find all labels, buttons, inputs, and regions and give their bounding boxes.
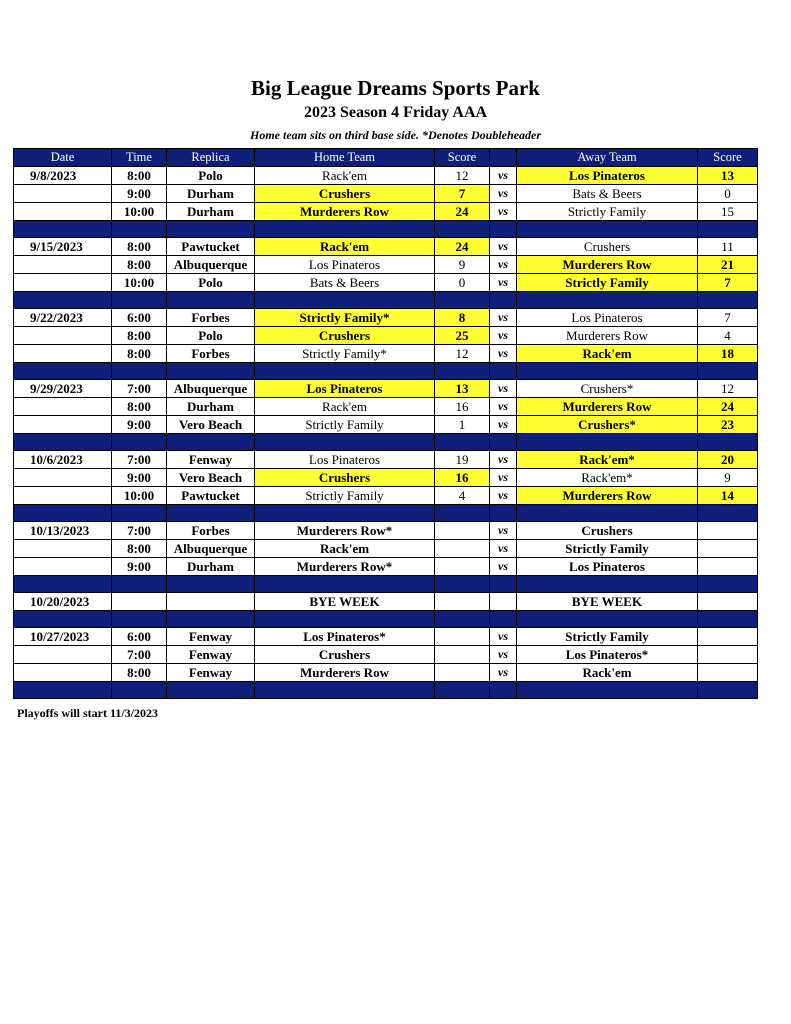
separator-cell	[698, 292, 758, 309]
game-row	[14, 345, 758, 363]
separator-cell	[14, 505, 112, 522]
away-score-cell: 12	[698, 380, 758, 398]
separator-cell	[167, 363, 255, 380]
col-away-team-header: Away Team	[517, 149, 698, 167]
replica-cell: Vero Beach	[167, 416, 255, 434]
time-cell: 9:00	[112, 416, 167, 434]
away-team-cell: Rack'em	[517, 345, 698, 363]
home-team-cell: Strictly Family	[255, 487, 435, 505]
home-team-cell: Murderers Row*	[255, 558, 435, 576]
replica-cell: Polo	[167, 327, 255, 345]
separator-cell	[698, 363, 758, 380]
separator-cell	[490, 221, 517, 238]
separator-cell	[14, 576, 112, 593]
date-cell	[14, 327, 112, 345]
separator-cell	[255, 682, 435, 699]
schedule-table	[13, 148, 758, 699]
separator-cell	[490, 292, 517, 309]
vs-cell: vs	[490, 398, 517, 416]
home-team-cell: Strictly Family*	[255, 345, 435, 363]
home-team-cell: Rack'em	[255, 167, 435, 185]
replica-cell: Pawtucket	[167, 238, 255, 256]
separator-cell	[112, 363, 167, 380]
time-cell: 7:00	[112, 380, 167, 398]
date-cell	[14, 540, 112, 558]
separator-cell	[14, 292, 112, 309]
page-subtitle: 2023 Season 4 Friday AAA	[303, 104, 488, 121]
playoffs-note: Playoffs will start 11/3/2023	[17, 706, 158, 720]
separator-cell	[698, 611, 758, 628]
time-cell: 8:00	[112, 345, 167, 363]
separator-cell	[14, 221, 112, 238]
date-cell	[14, 487, 112, 505]
separator-cell	[255, 363, 435, 380]
separator-cell	[517, 682, 698, 699]
home-team-cell: Murderers Row*	[255, 522, 435, 540]
time-cell: 7:00	[112, 451, 167, 469]
date-cell	[14, 274, 112, 292]
away-team-cell: Strictly Family	[517, 203, 698, 221]
home-team-cell: Rack'em	[255, 238, 435, 256]
separator-cell	[517, 221, 698, 238]
home-team-cell: Crushers	[255, 646, 435, 664]
separator-cell	[255, 221, 435, 238]
separator-cell	[517, 434, 698, 451]
separator-cell	[435, 292, 490, 309]
col-date-header: Date	[14, 149, 112, 167]
vs-cell: vs	[490, 522, 517, 540]
col-home-score-header: Score	[435, 149, 490, 167]
date-cell	[14, 203, 112, 221]
away-score-cell	[698, 522, 758, 540]
separator-cell	[698, 434, 758, 451]
week-separator	[14, 363, 758, 380]
separator-cell	[112, 221, 167, 238]
away-team-cell: Crushers*	[517, 416, 698, 434]
home-team-cell: Rack'em	[255, 398, 435, 416]
time-cell: 7:00	[112, 646, 167, 664]
vs-cell: vs	[490, 238, 517, 256]
home-team-cell: Los Pinateros	[255, 256, 435, 274]
date-cell: 9/15/2023	[14, 238, 112, 256]
week-separator	[14, 292, 758, 309]
vs-cell: vs	[490, 185, 517, 203]
vs-cell: vs	[490, 558, 517, 576]
separator-cell	[490, 505, 517, 522]
away-team-cell: Strictly Family	[517, 274, 698, 292]
away-team-cell: Murderers Row	[517, 398, 698, 416]
separator-cell	[435, 611, 490, 628]
separator-cell	[435, 505, 490, 522]
away-team-cell: Crushers*	[517, 380, 698, 398]
vs-cell: vs	[490, 309, 517, 327]
game-row	[14, 469, 758, 487]
home-score-cell: 16	[435, 398, 490, 416]
away-score-cell	[698, 558, 758, 576]
game-row	[14, 628, 758, 646]
replica-cell: Durham	[167, 185, 255, 203]
time-cell: 8:00	[112, 256, 167, 274]
game-row	[14, 203, 758, 221]
vs-cell: vs	[490, 345, 517, 363]
game-row	[14, 238, 758, 256]
replica-cell: Vero Beach	[167, 469, 255, 487]
week-separator	[14, 505, 758, 522]
replica-cell: Albuquerque	[167, 256, 255, 274]
replica-cell: Fenway	[167, 628, 255, 646]
away-team-cell: Rack'em*	[517, 469, 698, 487]
away-score-cell: 18	[698, 345, 758, 363]
separator-cell	[14, 682, 112, 699]
away-score-cell	[698, 646, 758, 664]
date-cell	[14, 256, 112, 274]
time-cell: 9:00	[112, 558, 167, 576]
home-score-cell	[435, 593, 490, 611]
date-cell	[14, 558, 112, 576]
separator-cell	[698, 221, 758, 238]
separator-cell	[112, 292, 167, 309]
home-score-cell: 12	[435, 167, 490, 185]
home-team-cell: Los Pinateros	[255, 380, 435, 398]
game-row	[14, 167, 758, 185]
time-cell: 8:00	[112, 664, 167, 682]
vs-cell: vs	[490, 167, 517, 185]
separator-cell	[490, 682, 517, 699]
replica-cell: Durham	[167, 558, 255, 576]
home-team-cell: Strictly Family	[255, 416, 435, 434]
away-team-cell: Los Pinateros	[517, 309, 698, 327]
separator-cell	[517, 611, 698, 628]
home-team-cell: Bats & Beers	[255, 274, 435, 292]
week-separator	[14, 434, 758, 451]
time-cell: 8:00	[112, 327, 167, 345]
away-score-cell: 9	[698, 469, 758, 487]
date-cell: 10/13/2023	[14, 522, 112, 540]
separator-cell	[167, 292, 255, 309]
game-row	[14, 540, 758, 558]
replica-cell: Polo	[167, 274, 255, 292]
home-score-cell: 24	[435, 203, 490, 221]
separator-cell	[167, 505, 255, 522]
separator-cell	[435, 576, 490, 593]
separator-cell	[14, 363, 112, 380]
date-cell	[14, 345, 112, 363]
away-score-cell: 7	[698, 309, 758, 327]
separator-cell	[490, 576, 517, 593]
vs-cell: vs	[490, 203, 517, 221]
time-cell	[112, 593, 167, 611]
separator-cell	[112, 434, 167, 451]
away-team-cell: Murderers Row	[517, 327, 698, 345]
game-row	[14, 664, 758, 682]
replica-cell: Albuquerque	[167, 540, 255, 558]
vs-cell: vs	[490, 628, 517, 646]
replica-cell	[167, 593, 255, 611]
away-score-cell: 11	[698, 238, 758, 256]
separator-cell	[112, 576, 167, 593]
away-team-cell: Strictly Family	[517, 628, 698, 646]
separator-cell	[255, 611, 435, 628]
replica-cell: Polo	[167, 167, 255, 185]
home-score-cell: 0	[435, 274, 490, 292]
home-team-cell: BYE WEEK	[255, 593, 435, 611]
away-team-cell: Los Pinateros	[517, 167, 698, 185]
game-row	[14, 451, 758, 469]
replica-cell: Forbes	[167, 309, 255, 327]
schedule-note: Home team sits on third base side. *Denotes Doubleheader	[250, 128, 541, 142]
replica-cell: Durham	[167, 203, 255, 221]
home-score-cell	[435, 628, 490, 646]
game-row	[14, 646, 758, 664]
week-separator	[14, 576, 758, 593]
replica-cell: Forbes	[167, 345, 255, 363]
separator-cell	[698, 576, 758, 593]
game-row	[14, 256, 758, 274]
replica-cell: Fenway	[167, 646, 255, 664]
home-score-cell	[435, 540, 490, 558]
replica-cell: Albuquerque	[167, 380, 255, 398]
away-score-cell: 24	[698, 398, 758, 416]
vs-cell: vs	[490, 416, 517, 434]
replica-cell: Durham	[167, 398, 255, 416]
away-team-cell: Rack'em*	[517, 451, 698, 469]
game-row	[14, 522, 758, 540]
separator-cell	[14, 434, 112, 451]
week-separator	[14, 611, 758, 628]
date-cell	[14, 398, 112, 416]
away-score-cell	[698, 628, 758, 646]
time-cell: 8:00	[112, 238, 167, 256]
time-cell: 10:00	[112, 274, 167, 292]
date-cell	[14, 646, 112, 664]
date-cell: 9/29/2023	[14, 380, 112, 398]
home-team-cell: Murderers Row	[255, 664, 435, 682]
time-cell: 7:00	[112, 522, 167, 540]
time-cell: 10:00	[112, 487, 167, 505]
separator-cell	[255, 292, 435, 309]
away-team-cell: Crushers	[517, 522, 698, 540]
time-cell: 10:00	[112, 203, 167, 221]
week-separator	[14, 221, 758, 238]
vs-cell: vs	[490, 487, 517, 505]
separator-cell	[167, 611, 255, 628]
separator-cell	[112, 505, 167, 522]
home-score-cell: 4	[435, 487, 490, 505]
separator-cell	[490, 363, 517, 380]
schedule-body	[14, 167, 758, 699]
home-score-cell: 7	[435, 185, 490, 203]
separator-cell	[435, 682, 490, 699]
date-cell: 9/8/2023	[14, 167, 112, 185]
game-row	[14, 309, 758, 327]
away-score-cell: 23	[698, 416, 758, 434]
vs-cell: vs	[490, 469, 517, 487]
vs-cell	[490, 593, 517, 611]
game-row	[14, 274, 758, 292]
col-time-header: Time	[112, 149, 167, 167]
time-cell: 8:00	[112, 540, 167, 558]
away-team-cell: Murderers Row	[517, 256, 698, 274]
away-score-cell: 20	[698, 451, 758, 469]
home-score-cell: 16	[435, 469, 490, 487]
replica-cell: Fenway	[167, 664, 255, 682]
away-score-cell: 14	[698, 487, 758, 505]
home-score-cell: 13	[435, 380, 490, 398]
away-score-cell: 13	[698, 167, 758, 185]
date-cell: 10/20/2023	[14, 593, 112, 611]
replica-cell: Pawtucket	[167, 487, 255, 505]
game-row	[14, 416, 758, 434]
separator-cell	[698, 682, 758, 699]
col-replica-header: Replica	[167, 149, 255, 167]
separator-cell	[490, 434, 517, 451]
page-title: Big League Dreams Sports Park	[251, 76, 540, 100]
date-cell: 10/6/2023	[14, 451, 112, 469]
home-score-cell: 8	[435, 309, 490, 327]
away-team-cell: Bats & Beers	[517, 185, 698, 203]
time-cell: 9:00	[112, 469, 167, 487]
replica-cell: Fenway	[167, 451, 255, 469]
time-cell: 8:00	[112, 398, 167, 416]
time-cell: 6:00	[112, 309, 167, 327]
separator-cell	[435, 363, 490, 380]
date-cell	[14, 185, 112, 203]
away-score-cell: 4	[698, 327, 758, 345]
away-team-cell: Crushers	[517, 238, 698, 256]
away-team-cell: Strictly Family	[517, 540, 698, 558]
home-score-cell	[435, 522, 490, 540]
separator-cell	[167, 434, 255, 451]
game-row	[14, 487, 758, 505]
date-cell	[14, 416, 112, 434]
away-score-cell: 15	[698, 203, 758, 221]
time-cell: 9:00	[112, 185, 167, 203]
away-score-cell: 7	[698, 274, 758, 292]
separator-cell	[167, 576, 255, 593]
time-cell: 8:00	[112, 167, 167, 185]
home-team-cell: Crushers	[255, 185, 435, 203]
home-score-cell: 1	[435, 416, 490, 434]
separator-cell	[698, 505, 758, 522]
away-team-cell: BYE WEEK	[517, 593, 698, 611]
away-team-cell: Murderers Row	[517, 487, 698, 505]
separator-cell	[517, 505, 698, 522]
home-team-cell: Rack'em	[255, 540, 435, 558]
vs-cell: vs	[490, 664, 517, 682]
home-score-cell	[435, 558, 490, 576]
home-team-cell: Los Pinateros	[255, 451, 435, 469]
separator-cell	[167, 682, 255, 699]
time-cell: 6:00	[112, 628, 167, 646]
separator-cell	[255, 434, 435, 451]
separator-cell	[517, 292, 698, 309]
separator-cell	[255, 576, 435, 593]
away-team-cell: Los Pinateros*	[517, 646, 698, 664]
game-row	[14, 398, 758, 416]
date-cell	[14, 664, 112, 682]
col-vs-header	[490, 149, 517, 167]
away-score-cell	[698, 664, 758, 682]
home-score-cell: 25	[435, 327, 490, 345]
game-row	[14, 558, 758, 576]
vs-cell: vs	[490, 646, 517, 664]
game-row	[14, 593, 758, 611]
away-score-cell: 0	[698, 185, 758, 203]
replica-cell: Forbes	[167, 522, 255, 540]
vs-cell: vs	[490, 274, 517, 292]
away-score-cell	[698, 540, 758, 558]
col-home-team-header: Home Team	[255, 149, 435, 167]
away-score-cell: 21	[698, 256, 758, 274]
date-cell: 10/27/2023	[14, 628, 112, 646]
separator-cell	[14, 611, 112, 628]
home-score-cell: 9	[435, 256, 490, 274]
date-cell: 9/22/2023	[14, 309, 112, 327]
vs-cell: vs	[490, 451, 517, 469]
home-team-cell: Strictly Family*	[255, 309, 435, 327]
home-score-cell	[435, 646, 490, 664]
vs-cell: vs	[490, 327, 517, 345]
separator-cell	[490, 611, 517, 628]
home-team-cell: Crushers	[255, 327, 435, 345]
separator-cell	[517, 363, 698, 380]
away-score-cell	[698, 593, 758, 611]
col-away-score-header: Score	[698, 149, 758, 167]
separator-cell	[255, 505, 435, 522]
away-team-cell: Los Pinateros	[517, 558, 698, 576]
home-score-cell	[435, 664, 490, 682]
game-row	[14, 185, 758, 203]
separator-cell	[112, 611, 167, 628]
away-team-cell: Rack'em	[517, 664, 698, 682]
separator-cell	[435, 221, 490, 238]
home-score-cell: 12	[435, 345, 490, 363]
separator-cell	[112, 682, 167, 699]
vs-cell: vs	[490, 540, 517, 558]
separator-cell	[167, 221, 255, 238]
home-team-cell: Los Pinateros*	[255, 628, 435, 646]
home-team-cell: Murderers Row	[255, 203, 435, 221]
vs-cell: vs	[490, 256, 517, 274]
vs-cell: vs	[490, 380, 517, 398]
separator-cell	[517, 576, 698, 593]
date-cell	[14, 469, 112, 487]
header-row	[14, 149, 758, 167]
home-team-cell: Crushers	[255, 469, 435, 487]
game-row	[14, 327, 758, 345]
separator-cell	[435, 434, 490, 451]
home-score-cell: 24	[435, 238, 490, 256]
week-separator	[14, 682, 758, 699]
game-row	[14, 380, 758, 398]
home-score-cell: 19	[435, 451, 490, 469]
